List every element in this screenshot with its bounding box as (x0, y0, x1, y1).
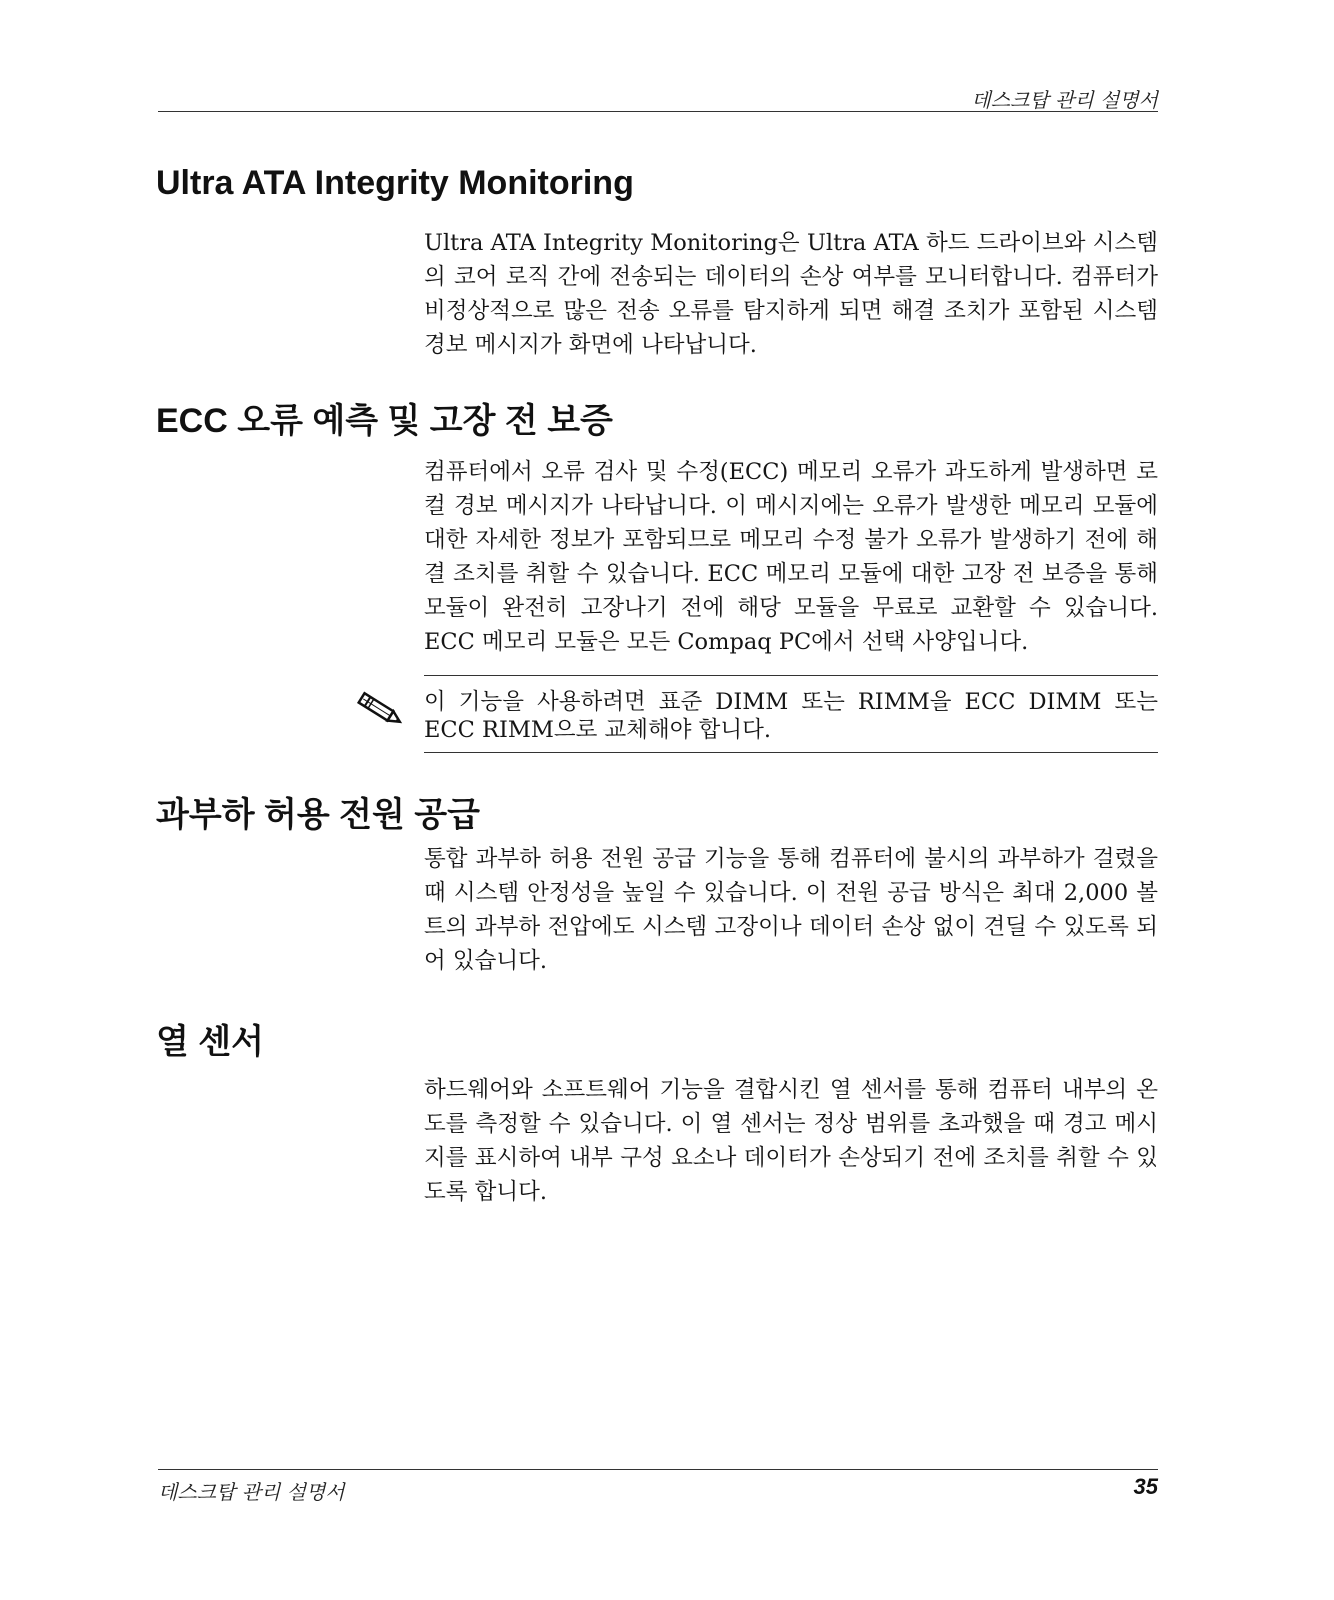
paragraph-thermal-sensor: 하드웨어와 소프트웨어 기능을 결합시킨 열 센서를 통해 컴퓨터 내부의 온도를 측정할 수 있습니다. 이 열 센서는 정상 범위를 초과했을 때 경고 메시지를 표시하여 내부 구성 요소나 데이터가 손상되기 전에 조치를 취할 수 있도록 합니다. (424, 1077, 1158, 1205)
paragraph-surge-tolerant-power: 통합 과부하 허용 전원 공급 기능을 통해 컴퓨터에 불시의 과부하가 걸렸을 때 시스템 안정성을 높일 수 있습니다. 이 전원 공급 방식은 최대 2,000 볼트의 과부하 전압에도 시스템 고장이나 데이터 손상 없이 견딜 수 있도록 되어 있습니다. (424, 846, 1158, 974)
footer-title: 데스크탑 관리 설명서 (158, 1480, 345, 1504)
page-number: 35 (1133, 1474, 1158, 1499)
paragraph-ecc: 컴퓨터에서 오류 검사 및 수정(ECC) 메모리 오류가 과도하게 발생하면 로컬 경보 메시지가 나타납니다. 이 메시지에는 오류가 발생한 메모리 모듈에 대한 자세한 정보가 포함되므로 메모리 수정 불가 오류가 발생하기 전에 해결 조치를 취할 수 있습니다. ECC 메모리 모듈에 대한 고장 전 보증을 통해 모듈이 완전히 고장나기 전에 해당 모듈을 무료로 교환할 수 있습니다. ECC 메모리 모듈은 모든 Compaq PC에서 선택 사양입니다. (424, 459, 1158, 655)
note-box (424, 675, 1158, 753)
footer-divider (158, 1469, 1158, 1470)
pencil-note-icon (352, 688, 408, 732)
header-divider (158, 111, 1158, 112)
section-heading-ultra-ata: Ultra ATA Integrity Monitoring (156, 164, 634, 202)
running-header-title: 데스크탑 관리 설명서 (971, 88, 1158, 112)
paragraph-ultra-ata: Ultra ATA Integrity Monitoring은 Ultra ATA 하드 드라이브와 시스템의 코어 로직 간에 전송되는 데이터의 손상 여부를 모니터합니다. 컴퓨터가 비정상적으로 많은 전송 오류를 탐지하게 되면 해결 조치가 포함된 시스템 경보 메시지가 화면에 나타납니다. (424, 230, 1158, 358)
section-heading-ecc: ECC 오류 예측 및 고장 전 보증 (156, 402, 613, 440)
section-heading-thermal-sensor: 열 센서 (156, 1023, 264, 1061)
section-heading-surge-tolerant-power: 과부하 허용 전원 공급 (156, 796, 480, 834)
note-text: 이 기능을 사용하려면 표준 DIMM 또는 RIMM을 ECC DIMM 또는 ECC RIMM으로 교체해야 합니다. (424, 689, 1158, 743)
